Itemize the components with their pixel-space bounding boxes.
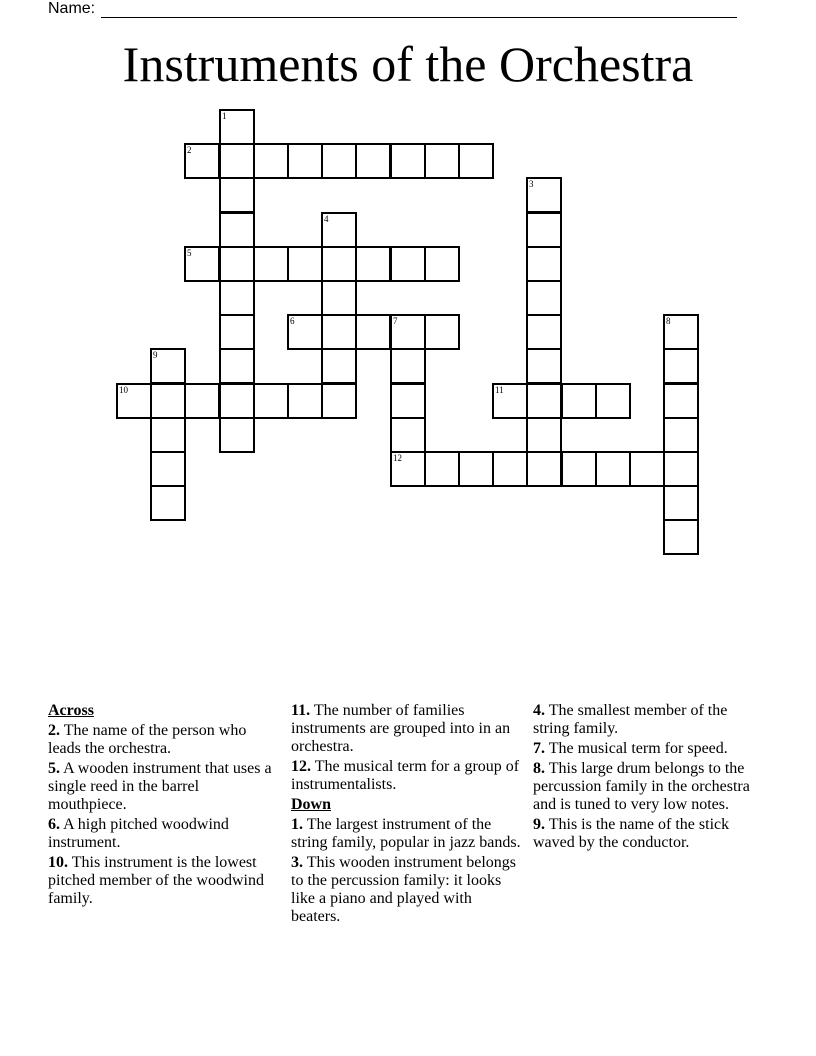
grid-cell[interactable] (526, 451, 562, 487)
grid-cell[interactable] (526, 246, 562, 282)
grid-cell[interactable] (219, 212, 255, 248)
grid-cell[interactable] (663, 451, 699, 487)
grid-cell[interactable] (116, 383, 152, 419)
grid-cell[interactable] (492, 451, 528, 487)
clue-across-12: 12. The musical term for a group of instrumentalists. (291, 758, 520, 793)
clue-number: 4 (324, 214, 329, 224)
grid-cell[interactable] (595, 383, 631, 419)
grid-cell[interactable] (424, 451, 460, 487)
grid-cell[interactable] (321, 246, 357, 282)
clue-down-7: 7. The musical term for speed. (533, 740, 728, 757)
grid-cell[interactable] (458, 143, 494, 179)
clue-number: 9 (153, 350, 158, 360)
grid-cell[interactable] (561, 383, 597, 419)
grid-cell[interactable] (184, 383, 220, 419)
grid-cell[interactable] (321, 348, 357, 384)
grid-cell[interactable] (219, 246, 255, 282)
grid-cell[interactable] (390, 417, 426, 453)
grid-cell[interactable] (287, 314, 323, 350)
clue-down-8: 8. This large drum belongs to the percussion family in the orchestra and is tuned to very low notes. (533, 760, 750, 813)
clue-down-3: 3. This wooden instrument belongs to the percussion family: it looks like a piano and played with beaters. (291, 854, 517, 925)
grid-cell[interactable] (355, 143, 391, 179)
grid-cell[interactable] (321, 212, 357, 248)
grid-cell[interactable] (526, 348, 562, 384)
grid-cell[interactable] (424, 143, 460, 179)
clue-across-10: 10. This instrument is the lowest pitched member of the woodwind family. (48, 854, 264, 907)
grid-cell[interactable] (219, 417, 255, 453)
grid-cell[interactable] (663, 314, 699, 350)
clues-column-1 (48, 702, 280, 910)
grid-cell[interactable] (184, 246, 220, 282)
down-heading: Down (291, 796, 332, 813)
grid-cell[interactable] (219, 383, 255, 419)
grid-cell[interactable] (390, 314, 426, 350)
grid-cell[interactable] (321, 383, 357, 419)
clue-across-5: 5. A wooden instrument that uses a single reed in the barrel mouthpiece. (48, 760, 272, 813)
grid-cell[interactable] (150, 348, 186, 384)
grid-cell[interactable] (184, 143, 220, 179)
across-heading: Across (48, 702, 94, 719)
grid-cell[interactable] (390, 348, 426, 384)
grid-cell[interactable] (561, 451, 597, 487)
grid-cell[interactable] (150, 417, 186, 453)
clue-number: 11 (495, 385, 504, 395)
clue-down-4: 4. The smallest member of the string family. (533, 702, 728, 737)
grid-cell[interactable] (321, 143, 357, 179)
grid-cell[interactable] (253, 383, 289, 419)
grid-cell[interactable] (424, 246, 460, 282)
grid-cell[interactable] (629, 451, 665, 487)
grid-cell[interactable] (526, 177, 562, 213)
grid-cell[interactable] (219, 314, 255, 350)
clue-number: 5 (187, 248, 192, 258)
clue-number: 6 (290, 316, 295, 326)
clue-across-11: 11. The number of families instruments are grouped into in an orchestra. (291, 702, 511, 755)
grid-cell[interactable] (526, 383, 562, 419)
grid-cell[interactable] (390, 383, 426, 419)
grid-cell[interactable] (150, 485, 186, 521)
grid-cell[interactable] (253, 143, 289, 179)
name-label: Name: (48, 0, 96, 17)
grid-cell[interactable] (219, 348, 255, 384)
grid-cell[interactable] (287, 143, 323, 179)
clue-number: 2 (187, 145, 192, 155)
grid-cell[interactable] (424, 314, 460, 350)
clue-across-2: 2. The name of the person who leads the orchestra. (48, 722, 247, 757)
grid-cell[interactable] (595, 451, 631, 487)
grid-cell[interactable] (355, 246, 391, 282)
grid-cell[interactable] (219, 109, 255, 145)
grid-cell[interactable] (526, 417, 562, 453)
grid-cell[interactable] (150, 451, 186, 487)
grid-cell[interactable] (219, 143, 255, 179)
clue-number: 12 (393, 453, 402, 463)
grid-cell[interactable] (287, 246, 323, 282)
grid-cell[interactable] (663, 348, 699, 384)
clue-number: 8 (666, 316, 671, 326)
clue-number: 1 (222, 111, 227, 121)
grid-cell[interactable] (663, 383, 699, 419)
clues-column-3 (533, 702, 765, 854)
clues-column-2 (291, 702, 523, 928)
grid-cell[interactable] (150, 383, 186, 419)
clue-across-6: 6. A high pitched woodwind instrument. (48, 816, 229, 851)
grid-cell[interactable] (390, 246, 426, 282)
grid-cell[interactable] (663, 485, 699, 521)
clue-number: 3 (529, 179, 534, 189)
grid-cell[interactable] (458, 451, 494, 487)
clue-down-9: 9. This is the name of the stick waved by the conductor. (533, 816, 730, 851)
clue-number: 10 (119, 385, 128, 395)
grid-cell[interactable] (253, 246, 289, 282)
grid-cell[interactable] (390, 451, 426, 487)
grid-cell[interactable] (219, 280, 255, 316)
grid-cell[interactable] (492, 383, 528, 419)
grid-cell[interactable] (355, 314, 391, 350)
clue-down-1: 1. The largest instrument of the string family, popular in jazz bands. (291, 816, 521, 851)
grid-cell[interactable] (526, 212, 562, 248)
grid-cell[interactable] (287, 383, 323, 419)
grid-cell[interactable] (526, 280, 562, 316)
page-title: Instruments of the Orchestra (122, 36, 694, 92)
grid-cell[interactable] (526, 314, 562, 350)
grid-cell[interactable] (390, 143, 426, 179)
grid-cell[interactable] (663, 417, 699, 453)
grid-cell[interactable] (321, 280, 357, 316)
clue-number: 7 (393, 316, 398, 326)
grid-cell[interactable] (321, 314, 357, 350)
grid-cell[interactable] (219, 177, 255, 213)
grid-cell[interactable] (663, 519, 699, 555)
